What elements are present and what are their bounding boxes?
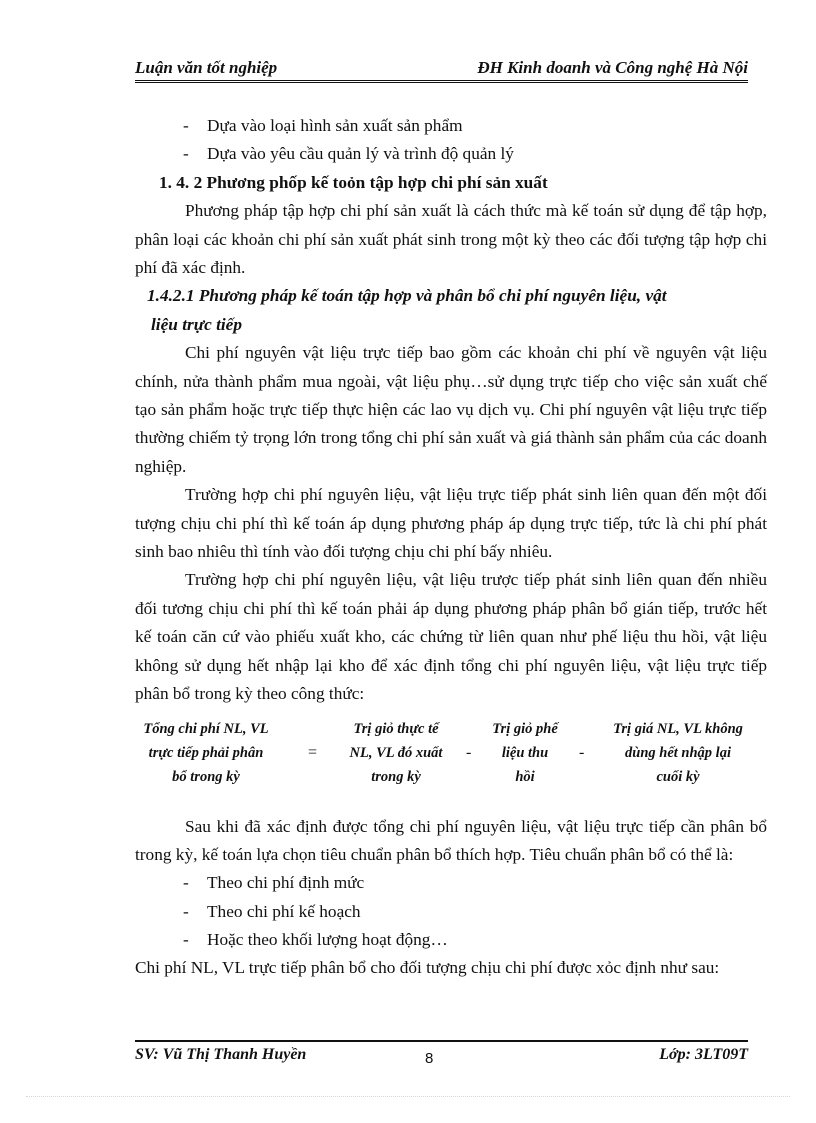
- section-heading-1421: [135, 282, 767, 339]
- list-item-text: Dựa vào yêu cầu quản lý và trình độ quản lý: [207, 144, 514, 164]
- paragraph: Trường hợp chi phí nguyên liệu, vật liệu trực tiếp phát sinh liên quan đến một đối tượng chịu chi phí thì kế toán áp dụng phương pháp áp dụng trực tiếp, tức là chi phí phát sinh bao nhiêu thì tính vào đối tượng chịu chi phí bấy nhiêu.: [135, 485, 767, 562]
- footer-student-name: SV: Vũ Thị Thanh Huyền: [135, 1046, 307, 1063]
- formula-line: Trị giỏ phế: [492, 720, 558, 737]
- formula-term-scrap: [480, 717, 570, 789]
- formula-line: trong kỳ: [371, 768, 421, 785]
- list-item: [135, 898, 767, 926]
- formula-line: dùng hết nhập lại: [625, 744, 731, 761]
- formula-line: Tổng chi phí NL, VL: [143, 720, 269, 737]
- formula-line: liệu thu: [501, 744, 549, 761]
- page-content: [135, 112, 767, 983]
- header-thesis-title: Luận văn tốt nghiệp: [135, 58, 278, 77]
- formula-line: cuối kỳ: [656, 768, 700, 785]
- allocation-formula: [135, 717, 767, 813]
- list-item-text: Hoặc theo khối lượng hoạt động…: [207, 930, 448, 950]
- formula-minus: -: [579, 743, 585, 761]
- page-edge-divider: [26, 1096, 790, 1097]
- page-header: [135, 54, 748, 83]
- section-heading-line: liệu trực tiếp: [151, 314, 242, 334]
- bullet-dash: -: [183, 144, 189, 164]
- bullet-dash: -: [183, 901, 189, 921]
- section-heading-line: 1.4.2.1 Phương pháp kế toán tập hợp và phân bổ chi phí nguyên liệu, vật: [147, 286, 667, 306]
- page-footer: [135, 1040, 748, 1068]
- formula-line: Trị giá NL, VL không: [613, 720, 743, 737]
- formula-term-unused: [593, 717, 763, 789]
- list-item: [135, 140, 767, 168]
- formula-line: NL, VL đó xuất: [349, 744, 443, 761]
- formula-minus: -: [466, 743, 472, 761]
- formula-equals: =: [308, 743, 318, 761]
- paragraph: Trường hợp chi phí nguyên liệu, vật liệu trược tiếp phát sinh liên quan đến nhiều đối tương chịu chi phí thì kế toán phải áp dụng phương pháp phân bổ gián tiếp, trước hết kế toán căn cứ vào phiếu xuất kho, các chứng từ liên quan như phế liệu thu hồi, vật liệu không sử dụng hết nhập lại kho để xác định tổng chi phí nguyên liệu, vật liệu trực tiếp phân bổ trong kỳ theo công thức:: [135, 570, 767, 704]
- formula-line: trực tiếp phải phân: [148, 744, 264, 761]
- bullet-dash: -: [183, 930, 189, 950]
- list-item-text: Theo chi phí kế hoạch: [207, 901, 361, 921]
- paragraph: Chi phí NL, VL trực tiếp phân bổ cho đối tượng chịu chi phí được xỏc định như sau:: [135, 958, 720, 978]
- formula-term-total: [121, 717, 291, 789]
- paragraph: Chi phí nguyên vật liệu trực tiếp bao gồm các khoản chi phí về nguyên vật liệu chính, nửa thành phẩm mua ngoài, vật liệu phụ…sử dụng trực tiếp cho việc sản xuất chế tạo sản phẩm hoặc trực tiếp thực hiện các lao vụ dịch vụ. Chi phí nguyên vật liệu trực tiếp thường chiếm tỷ trọng lớn trong tổng chi phí sản xuất và giá thành sản phẩm của các doanh nghiệp.: [135, 343, 767, 476]
- formula-line: bổ trong kỳ: [172, 768, 240, 785]
- footer-class: Lớp: 3LT09T: [659, 1046, 748, 1063]
- section-heading-142: 1. 4. 2 Phương phốp kế toỏn tập hợp chi phí sản xuất: [159, 172, 548, 192]
- list-item: [135, 112, 767, 140]
- list-item-text: Dựa vào loại hình sản xuất sản phẩm: [207, 116, 463, 135]
- bullet-dash: -: [183, 116, 189, 135]
- formula-line: hồi: [515, 768, 535, 785]
- formula-line: Trị giỏ thực tế: [353, 720, 439, 737]
- paragraph: Sau khi đã xác định được tổng chi phí nguyên liệu, vật liệu trực tiếp cần phân bổ trong kỳ, kế toán lựa chọn tiêu chuẩn phân bổ thích hợp. Tiêu chuẩn phân bổ có thể là:: [135, 816, 767, 864]
- bullet-dash: -: [183, 873, 189, 893]
- page-number: 8: [425, 1050, 434, 1067]
- formula-term-issued: [331, 717, 461, 789]
- list-item-text: Theo chi phí định mức: [207, 873, 365, 893]
- list-item: [135, 926, 767, 954]
- paragraph: Phương pháp tập hợp chi phí sản xuất là cách thức mà kế toán sử dụng để tập hợp, phân loại các khoản chi phí sản xuất phát sinh trong một kỳ theo các đối tượng tập hợp chi phí đã xác định.: [135, 201, 767, 277]
- header-university: ĐH Kinh doanh và Công nghệ Hà Nội: [477, 58, 748, 77]
- list-item: [135, 869, 767, 897]
